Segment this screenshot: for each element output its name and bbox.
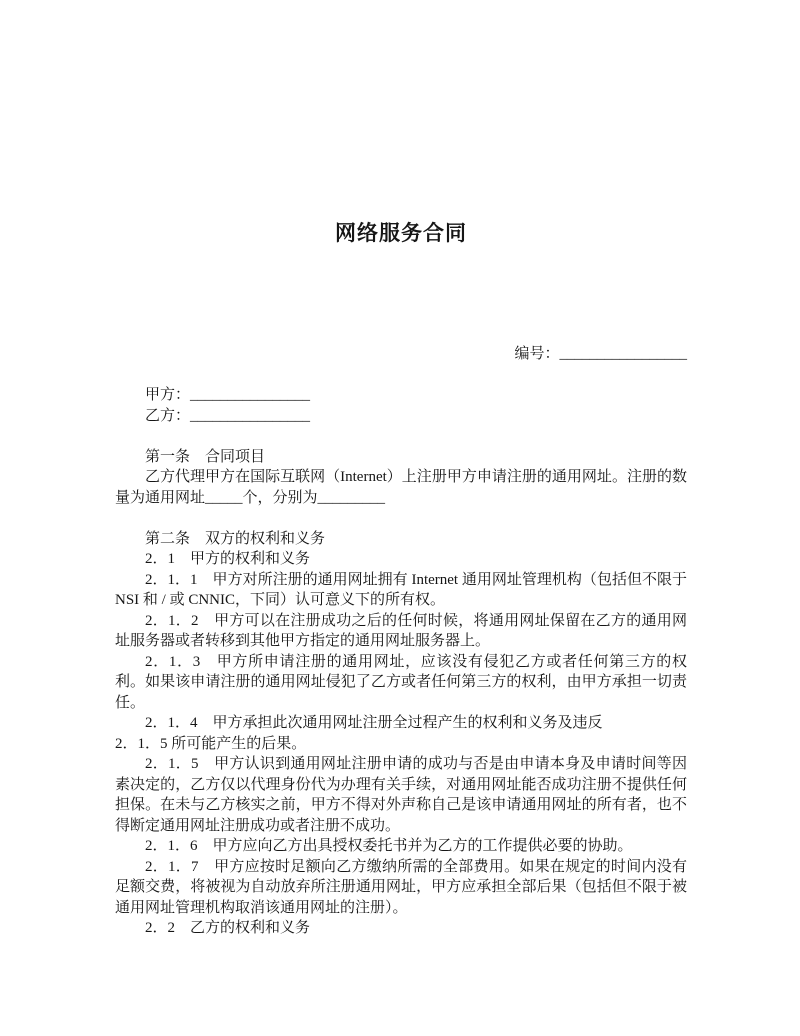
clause-2-1-6: 2．1．6 甲方应向乙方出具授权委托书并为乙方的工作提供必要的协助。 <box>145 838 633 854</box>
contract-number-row <box>115 344 687 365</box>
contract-body <box>115 447 687 939</box>
clause-2-1-1: 2．1．1 甲方对所注册的通用网址拥有 Internet 通用网址管理机构（包括但不限于 NSI 和 / 或 CNNIC，下同）认可意义下的所有权。 <box>115 571 687 608</box>
contract-number-blank-line: _________________ <box>559 346 687 362</box>
party-blank-line: ________________ <box>190 407 311 424</box>
contract-number-label: 编号： <box>514 346 560 362</box>
party-blank-line: ________________ <box>190 387 311 403</box>
clause-2-1-4-continuation: 2．1．5 所可能产生的后果。 <box>115 735 307 752</box>
party-line <box>115 385 687 406</box>
party-label: 甲方： <box>145 387 191 403</box>
clause-1-body: 乙方代理甲方在国际互联网（Internet）上注册甲方申请注册的通用网址。注册的数量为通用网址_____个，分别为_________ <box>115 469 687 506</box>
parties <box>115 385 687 426</box>
clause-2-1-7: 2．1．7 甲方应按时足额向乙方缴纳所需的全部费用。如果在规定的时间内没有足额交费，将被视为自动放弃所注册通用网址，甲方应承担全部后果（包括但不限于被通用网址管理机构取消该通用网址的注册）。 <box>115 858 687 916</box>
clause-2-heading: 第二条 双方的权利和义务 <box>145 530 326 547</box>
document-content <box>115 0 687 939</box>
party-label: 乙方： <box>145 407 191 424</box>
clause-2-1-3: 2．1．3 甲方所申请注册的通用网址，应该没有侵犯乙方或者任何第三方的权利。如果该申请注册的通用网址侵犯了乙方或者任何第三方的权利，由甲方承担一切责任。 <box>115 653 687 711</box>
clause-2-1-2: 2．1．2 甲方可以在注册成功之后的任何时候，将通用网址保留在乙方的通用网址服务器或者转移到其他甲方指定的通用网址服务器上。 <box>115 612 687 649</box>
document-title: 网络服务合同 <box>335 221 467 245</box>
clause-2-1-4: 2．1．4 甲方承担此次通用网址注册全过程产生的权利和义务及违反 <box>145 715 603 731</box>
clause-2-1-5: 2．1．5 甲方认识到通用网址注册申请的成功与否是由申请本身及申请时间等因素决定的，乙方仅以代理身份代为办理有关手续，对通用网址能否成功注册不提供任何担保。在未与乙方核实之前，甲方不得对外声称自己是该申请通用网址的所有者，也不得断定通用网址注册成功或者注册不成功。 <box>115 756 687 834</box>
clause-2-1-heading: 2．1 甲方的权利和义务 <box>145 551 311 567</box>
party-line <box>115 406 687 427</box>
clause-1-heading: 第一条 合同项目 <box>145 448 266 465</box>
clause-2-2-heading: 2．2 乙方的权利和义务 <box>145 920 311 936</box>
